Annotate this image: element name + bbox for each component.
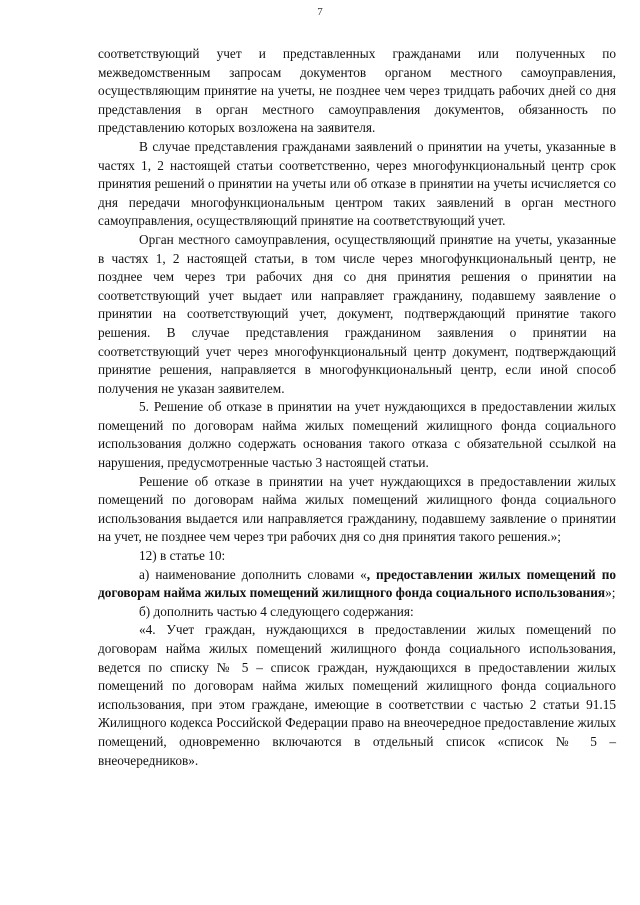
paragraph-decision-delivery: Орган местного самоуправления, осуществляющий принятие на учеты, указанные в частях 1, 2 настоящей статьи, в том числе через многофункциональный центр, не позднее чем через три рабочих дня со дня принятия решения о принятии на соответствующий учет выдает или направляет гражданину, подавшему заявление о принятии на соответствующий учет, документ, подтверждающий принятие такого решения. В случае представления гражданином заявления о принятии на соответствующий учет через многофункциональный центр документ, подтверждающий принятие решения, направляется в многофункциональный центр, если иной способ получения не указан заявителем. [98,231,616,396]
paragraph-mfc-deadline: В случае представления гражданами заявлений о принятии на учеты, указанные в частях 1, 2 настоящей статьи соответственно, через многофункциональный центр срок принятия решений о принятии на учеты или об отказе в принятии на учеты исчисляется со дня передачи многофункциональным центром таких заявлений в орган местного самоуправления, осуществляющий принятие на соответствующий учет. [98,138,616,229]
document-body [98,45,616,770]
page-number: 7 [317,6,323,18]
amendment-tail-text: »; [605,585,616,601]
paragraph-part-4-text: «4. Учет граждан, нуждающихся в предоставлении жилых помещений по договорам найма жилых помещений жилищного фонда социального использования, ведется по списку № 5 – список граждан, нуждающихся в предоставлении жилых помещений по договорам найма жилых помещений жилищного фонда социального использования, при этом граждане, имеющие в соответствии с частью 2 статьи 91.15 Жилищного кодекса Российской Федерации право на внеочередное предоставление жилых помещений, одновременно включаются в отдельный список «список № 5 – внеочередников». [98,622,616,768]
paragraph-refusal-grounds: 5. Решение об отказе в принятии на учет нуждающихся в предоставлении жилых помещений по договорам найма жилых помещений жилищного фонда социального использования должно содержать основания такого отказа с обязательной ссылкой на нарушения, предусмотренные частью 3 настоящей статьи. [98,399,616,471]
paragraph-article-10: 12) в статье 10: [139,548,226,564]
amendment-bold-text: , предоставлении жилых помещений по договорам найма жилых помещений жилищного фонда социального использования [98,566,617,601]
paragraph-refusal-delivery: Решение об отказе в принятии на учет нуждающихся в предоставлении жилых помещений по договорам найма жилых помещений жилищного фонда социального использования выдается или направляется гражданину, подавшему заявление о принятии на учет, не позднее чем через три рабочих дня со дня принятия такого решения.»; [98,473,616,545]
paragraph-title-amendment [98,566,616,603]
amendment-lead-text: а) наименование дополнить словами « [139,566,367,582]
paragraph-add-part-4: б) дополнить частью 4 следующего содержания: [139,603,414,619]
paragraph-continuation: соответствующий учет и представленных гражданами или полученных по межведомственным запросам документов органом местного самоуправления, осуществляющим принятие на учеты, не позднее чем через тридцать рабочих дней со дня представления в орган местного самоуправления документов, обязанность по представлению которых возложена на заявителя. [98,46,616,136]
